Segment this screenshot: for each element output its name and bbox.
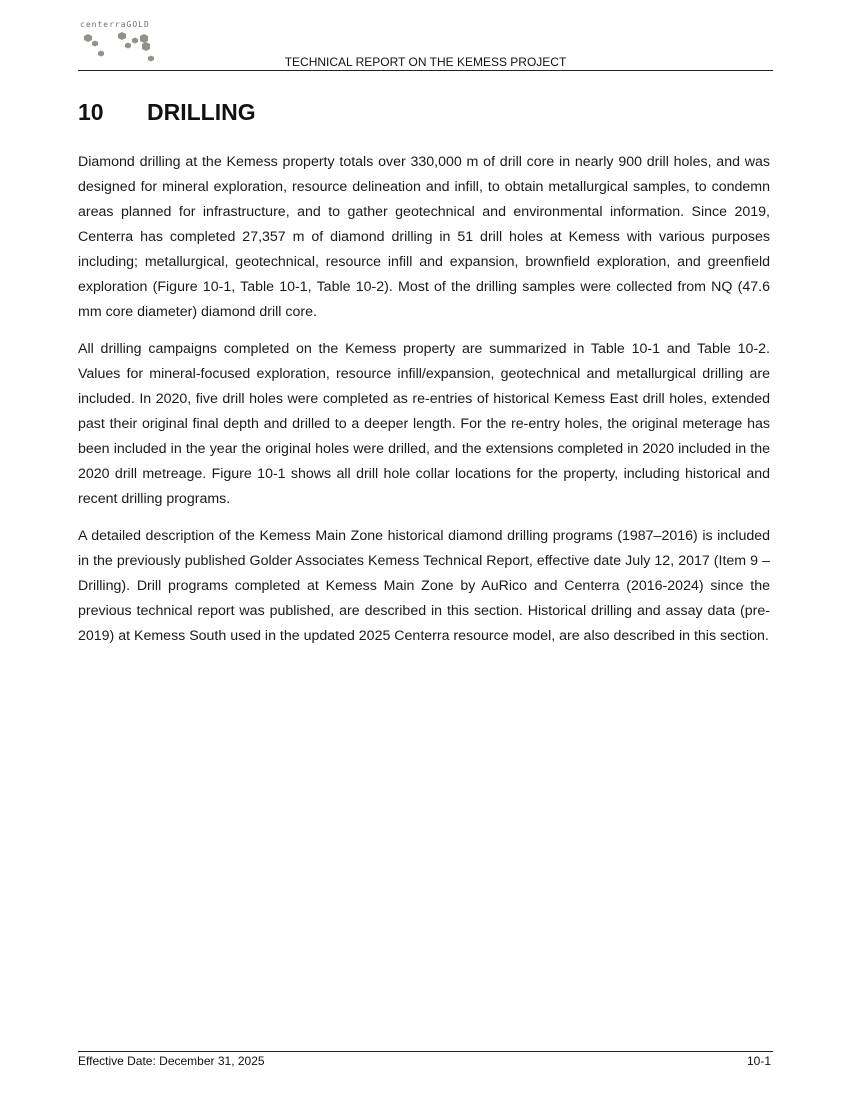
section-body [78, 150, 770, 661]
report-header-title: TECHNICAL REPORT ON THE KEMESS PROJECT [284, 55, 567, 69]
logo-wordmark: centerraGOLD [80, 20, 150, 29]
paragraph-3: A detailed description of the Kemess Main Zone historical diamond drilling programs (1987–2016) is included in the previously published Golder Associates Kemess Technical Report, effective date July 12, 2017 (Item 9 – Drilling). Drill programs completed at Kemess Main Zone by AuRico and Centerra (2016-2024) since the previous technical report was published, are described in this section. Historical drilling and assay data (pre-2019) at Kemess South used in the updated 2025 Centerra resource model, are also described in this section. [78, 528, 770, 644]
section-heading [78, 99, 256, 126]
paragraph-2: All drilling campaigns completed on the Kemess property are summarized in Table 10-1 and Table 10-2. Values for mineral-focused exploration, resource infill/expansion, geotechnical and metallurgical drilling are included. In 2020, five drill holes were completed as re-entries of historical Kemess East drill holes, extended past their original final depth and drilled to a deeper length. For the re-entry holes, the original meterage has been included in the year the original holes were drilled, and the extensions completed in 2020 included in the 2020 drill metreage. Figure 10-1 shows all drill hole collar locations for the property, including historical and recent drilling programs. [78, 341, 770, 507]
header-divider [78, 70, 773, 71]
section-number: 10 [78, 99, 104, 125]
footer-divider [78, 1051, 773, 1052]
paragraph-1: Diamond drilling at the Kemess property totals over 330,000 m of drill core in nearly 900 drill holes, and was designed for mineral exploration, resource delineation and infill, to obtain metallurgical samples, to condemn areas planned for infrastructure, and to gather geotechnical and environmental information. Since 2019, Centerra has completed 27,357 m of diamond drilling in 51 drill holes at Kemess with various purposes including; metallurgical, geotechnical, resource infill and expansion, brownfield exploration, and greenfield exploration (Figure 10-1, Table 10-1, Table 10-2). Most of the drilling samples were collected from NQ (47.6 mm core diameter) diamond drill core. [78, 154, 770, 320]
footer-effective-date: Effective Date: December 31, 2025 [78, 1054, 265, 1068]
section-title: DRILLING [147, 99, 256, 125]
footer-page-number: 10-1 [746, 1054, 771, 1068]
